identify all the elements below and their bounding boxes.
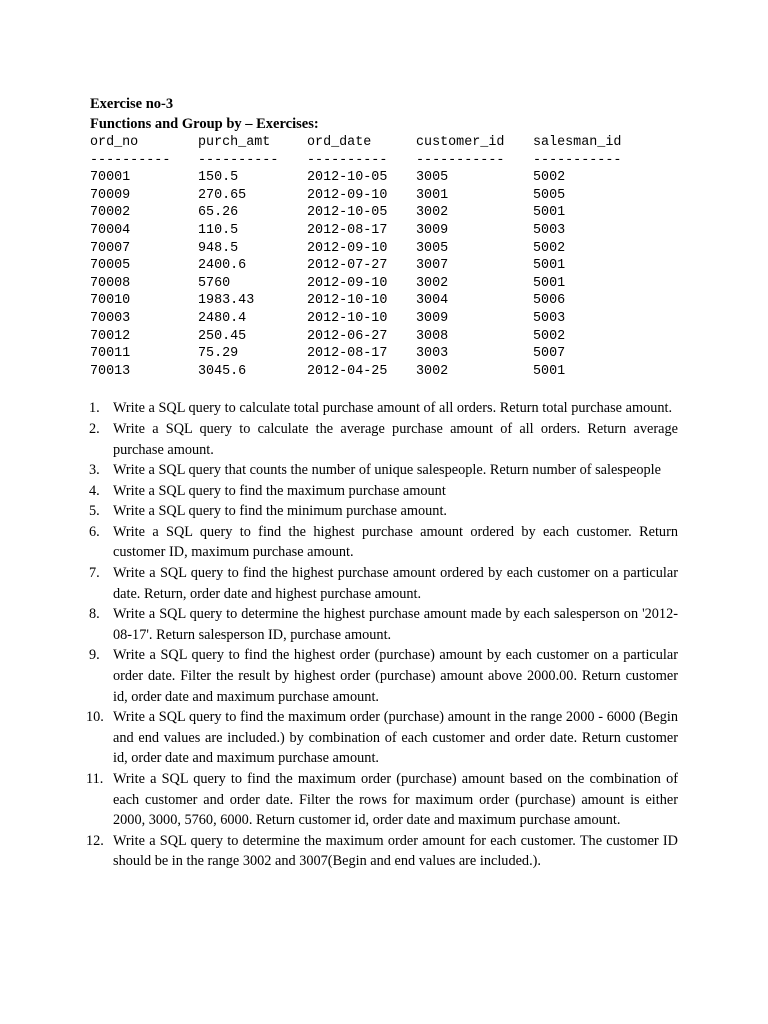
table-cell: 3009 <box>416 310 449 326</box>
table-row <box>90 310 643 328</box>
table-cell: 2012-08-17 <box>307 222 388 238</box>
question-number: 12. <box>86 832 104 849</box>
document-page <box>86 94 678 872</box>
question-number: 8. <box>89 606 100 623</box>
table-cell: 5001 <box>533 363 566 379</box>
table-row <box>90 275 643 293</box>
question-text: Write a SQL query to find the maximum order (purchase) amount based on the combination of each customer and order date. Filter the rows for maximum order (purchase) amount is either 2000, 3000, 5760, 6000. Return customer id, order date and maximum purchase amount. <box>113 771 678 829</box>
question-number: 7. <box>89 565 100 582</box>
list-item <box>90 604 678 645</box>
table-cell: 5005 <box>533 187 566 203</box>
question-number: 9. <box>89 647 100 664</box>
orders-table <box>90 134 643 380</box>
list-item <box>86 769 678 831</box>
table-cell: 5760 <box>198 275 231 291</box>
table-cell: 2012-09-10 <box>307 187 388 203</box>
table-cell: 2400.6 <box>198 258 247 274</box>
table-cell: 3008 <box>416 328 449 344</box>
column-header-purch-amt: purch_amt <box>198 135 271 150</box>
table-cell: 2012-10-10 <box>307 293 388 309</box>
separator: ---------- <box>90 152 171 168</box>
table-row <box>90 363 643 381</box>
table-cell: 70007 <box>90 240 131 256</box>
table-cell: 70003 <box>90 310 131 326</box>
list-item <box>90 460 678 481</box>
table-cell: 70012 <box>90 328 131 344</box>
table-row <box>90 204 643 222</box>
table-row <box>90 187 643 205</box>
column-header-ord-no: ord_no <box>90 135 139 150</box>
table-cell: 5001 <box>533 258 566 274</box>
list-item <box>90 501 678 522</box>
question-text: Write a SQL query to determine the highest purchase amount made by each salesperson on '2012-08-17'. Return salesperson ID, purchase amount. <box>113 606 678 643</box>
question-text: Write a SQL query to calculate the average purchase amount of all orders. Return average purchase amount. <box>113 420 678 458</box>
question-number: 2. <box>89 420 100 437</box>
question-text: Write a SQL query to find the highest purchase amount ordered by each customer on a particular date. Return, order date and highest purchase amount. <box>113 565 678 602</box>
table-cell: 5002 <box>533 240 566 256</box>
table-cell: 1983.43 <box>198 293 255 309</box>
table-cell: 2480.4 <box>198 310 247 326</box>
question-number: 10. <box>86 709 104 726</box>
table-cell: 70008 <box>90 275 131 291</box>
question-number: 1. <box>89 400 100 417</box>
question-number: 4. <box>89 482 100 499</box>
separator: ---------- <box>198 152 279 168</box>
table-cell: 3005 <box>416 240 449 256</box>
table-cell: 70009 <box>90 187 131 203</box>
list-item <box>86 707 678 769</box>
table-row <box>90 328 643 346</box>
table-cell: 3002 <box>416 275 449 291</box>
table-cell: 2012-09-10 <box>307 275 388 291</box>
table-cell: 948.5 <box>198 240 239 256</box>
table-row <box>90 345 643 363</box>
exercise-title: Exercise no-3 <box>90 96 174 112</box>
table-cell: 5001 <box>533 205 566 221</box>
list-item <box>86 831 678 872</box>
table-cell: 2012-07-27 <box>307 258 388 274</box>
table-cell: 2012-09-10 <box>307 240 388 256</box>
table-cell: 3005 <box>416 170 449 186</box>
table-cell: 2012-08-17 <box>307 346 388 362</box>
table-cell: 5003 <box>533 222 566 238</box>
table-cell: 3003 <box>416 346 449 362</box>
table-cell: 70005 <box>90 258 131 274</box>
column-header-salesman-id: salesman_id <box>533 135 622 150</box>
table-cell: 3007 <box>416 258 449 274</box>
table-cell: 70002 <box>90 205 131 221</box>
table-cell: 5001 <box>533 275 566 291</box>
table-cell: 3004 <box>416 293 449 309</box>
list-item <box>90 645 678 707</box>
table-row <box>90 257 643 275</box>
table-cell: 75.29 <box>198 346 239 362</box>
table-cell: 70010 <box>90 293 131 309</box>
separator: ---------- <box>307 152 388 168</box>
table-cell: 3001 <box>416 187 449 203</box>
list-item <box>90 398 678 419</box>
table-cell: 2012-10-10 <box>307 310 388 326</box>
question-text: Write a SQL query to find the minimum purchase amount. <box>113 503 448 520</box>
table-cell: 3002 <box>416 205 449 221</box>
question-number: 11. <box>86 771 104 787</box>
question-text: Write a SQL query that counts the number of unique salespeople. Return number of salespeople <box>113 462 661 479</box>
table-cell: 70001 <box>90 170 131 186</box>
table-cell: 2012-04-25 <box>307 363 388 379</box>
table-cell: 70013 <box>90 363 131 379</box>
list-item <box>90 419 678 460</box>
list-item <box>90 522 678 563</box>
table-cell: 5003 <box>533 310 566 326</box>
table-cell: 5002 <box>533 328 566 344</box>
question-number: 5. <box>89 503 100 520</box>
separator: ----------- <box>533 152 622 168</box>
exercise-subtitle: Functions and Group by – Exercises: <box>90 116 319 132</box>
question-list <box>86 398 678 872</box>
question-number: 6. <box>89 523 100 540</box>
question-text: Write a SQL query to determine the maximum order amount for each customer. The customer ID should be in the range 3002 and 3007(Begin and end values are included.). <box>113 832 678 870</box>
table-cell: 270.65 <box>198 187 247 203</box>
table-header-row <box>90 134 643 152</box>
table-separator-row <box>90 152 643 170</box>
column-header-customer-id: customer_id <box>416 135 505 150</box>
table-body <box>90 169 643 380</box>
table-cell: 5006 <box>533 293 566 309</box>
table-cell: 150.5 <box>198 170 239 186</box>
table-cell: 3002 <box>416 363 449 379</box>
table-cell: 70011 <box>90 346 131 362</box>
table-cell: 2012-10-05 <box>307 170 388 186</box>
table-row <box>90 169 643 187</box>
table-cell: 3009 <box>416 222 449 238</box>
table-cell: 70004 <box>90 222 131 238</box>
question-text: Write a SQL query to calculate total purchase amount of all orders. Return total purchase amount. <box>113 400 673 417</box>
table-cell: 5002 <box>533 170 566 186</box>
table-cell: 2012-06-27 <box>307 328 388 344</box>
list-item <box>90 563 678 604</box>
question-text: Write a SQL query to find the maximum purchase amount <box>113 482 446 499</box>
question-text: Write a SQL query to find the maximum order (purchase) amount in the range 2000 - 6000 (Begin and end values are included.) by combination of each customer and order date. Return customer id, order date and maximum purchase amount. <box>113 709 678 767</box>
table-row <box>90 222 643 240</box>
question-text: Write a SQL query to find the highest purchase amount ordered by each customer. Return customer ID, maximum purchase amount. <box>113 523 678 561</box>
question-text: Write a SQL query to find the highest order (purchase) amount by each customer on a particular order date. Filter the result by highest order (purchase) amount above 2000.00. Return customer id, order date and maximum purchase amount. <box>113 647 678 705</box>
table-row <box>90 240 643 258</box>
table-cell: 5007 <box>533 346 566 362</box>
table-cell: 65.26 <box>198 205 239 221</box>
table-cell: 2012-10-05 <box>307 205 388 221</box>
table-cell: 250.45 <box>198 328 247 344</box>
separator: ----------- <box>416 152 505 168</box>
table-cell: 110.5 <box>198 222 239 238</box>
list-item <box>90 481 678 502</box>
column-header-ord-date: ord_date <box>307 135 372 150</box>
table-row <box>90 292 643 310</box>
table-cell: 3045.6 <box>198 363 247 379</box>
question-number: 3. <box>89 462 100 479</box>
